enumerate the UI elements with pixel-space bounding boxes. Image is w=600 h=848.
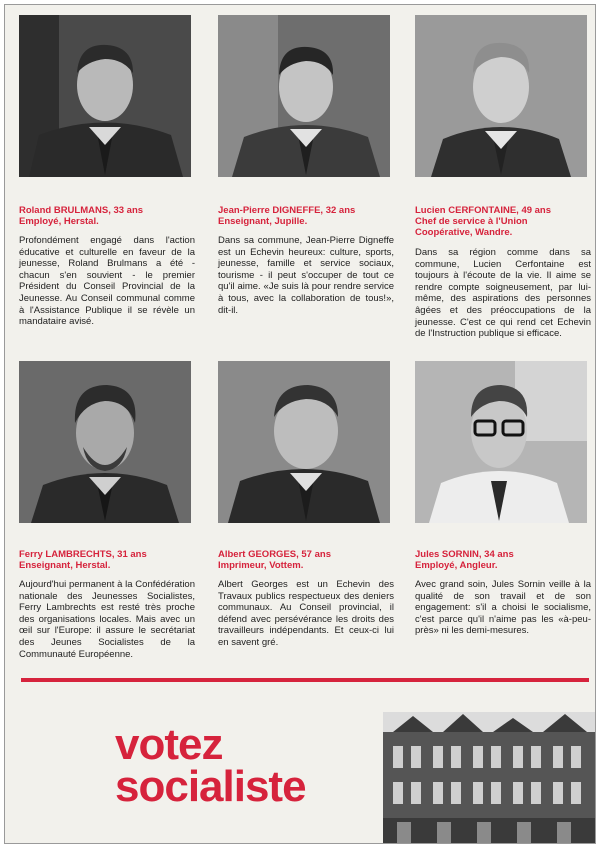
portrait-photo [415, 15, 587, 177]
candidate-role: Imprimeur, Vottem. [218, 560, 304, 571]
candidate-bio: Profondément engagé dans l'action éducative et culturelle en faveur de la jeunesse, Roland Brulmans a été - chacun s'en souvient - le premier Président du Conseil Provincial de la Jeunesse. Au Conseil communal comme à l'Assistance Publique il se révèle un mandataire avisé. [19, 235, 195, 328]
candidate-name: Jean-Pierre DIGNEFFE, 32 ans [218, 205, 356, 216]
candidate-name: Roland BRULMANS, 33 ans [19, 205, 144, 216]
candidate-bio: Dans sa région comme dans sa commune, Lucien Cerfontaine est toujours à l'écoute de la vie. Il aime se rendre compte soigneusement, par lui-même, des aspirations des personnes âgées et des préoccupations de la jeunesse. C'est ce qui rend cet Echevin de l'Instruction publique si efficace. [415, 247, 591, 340]
candidate-role: Employé, Angleur. [415, 560, 498, 571]
candidate-bio: Avec grand soin, Jules Sornin veille à la qualité de son travail et de son engagement: s'il a choisi le socialisme, c'est parce qu'il n'aime pas les «à-peu-près» ni les demi-mesures. [415, 579, 591, 637]
red-divider [21, 678, 589, 682]
portrait-figure [19, 361, 191, 523]
candidate-role: Enseignant, Herstal. [19, 560, 111, 571]
slogan-line-2: socialiste [115, 762, 306, 811]
portrait-figure [415, 15, 587, 177]
candidate-role: Chef de service à l'Union Coopérative, Wandre. [415, 216, 528, 238]
portrait-photo [19, 15, 191, 177]
candidate-bio: Aujourd'hui permanent à la Confédération nationale des Jeunesses Socialistes, Ferry Lambrechts est resté très proche des organisations locales. Mais avec un œil sur l'Europe: il assure le secrétariat des Jeunes Socialistes de la Communauté Européenne. [19, 579, 195, 660]
portrait-figure [415, 361, 587, 523]
candidate-name: Ferry LAMBRECHTS, 31 ans [19, 549, 147, 560]
leaflet-page [4, 4, 596, 844]
portrait-photo [218, 361, 390, 523]
candidate-role: Enseignant, Jupille. [218, 216, 308, 227]
candidate-name: Albert GEORGES, 57 ans [218, 549, 331, 560]
portrait-figure [19, 15, 191, 177]
candidate-name: Lucien CERFONTAINE, 49 ans [415, 205, 552, 216]
candidate-role: Employé, Herstal. [19, 216, 99, 227]
portrait-figure [218, 15, 390, 177]
portrait-figure [218, 361, 390, 523]
slogan-line-1: votez [115, 720, 223, 769]
portrait-photo [415, 361, 587, 523]
candidate-bio: Dans sa commune, Jean-Pierre Digneffe est un Echevin heureux: culture, sports, jeunesse, famille et service sociaux, tourisme - il peut s'occuper de tout ce qu'il aime. «Je suis là pour rendre service à tous, avec la collaboration de tous!», dit-il. [218, 235, 394, 316]
building-illustration [383, 712, 596, 844]
candidate-bio: Albert Georges est un Echevin des Travaux publics respectueux des deniers communaux. Au Conseil provincial, il défend avec persévérance les droits des travailleurs indépendants. Et ceux-ci lui en savent gré. [218, 579, 394, 648]
portrait-photo [218, 15, 390, 177]
building-photo [383, 712, 596, 844]
candidate-name: Jules SORNIN, 34 ans [415, 549, 514, 560]
portrait-photo [19, 361, 191, 523]
